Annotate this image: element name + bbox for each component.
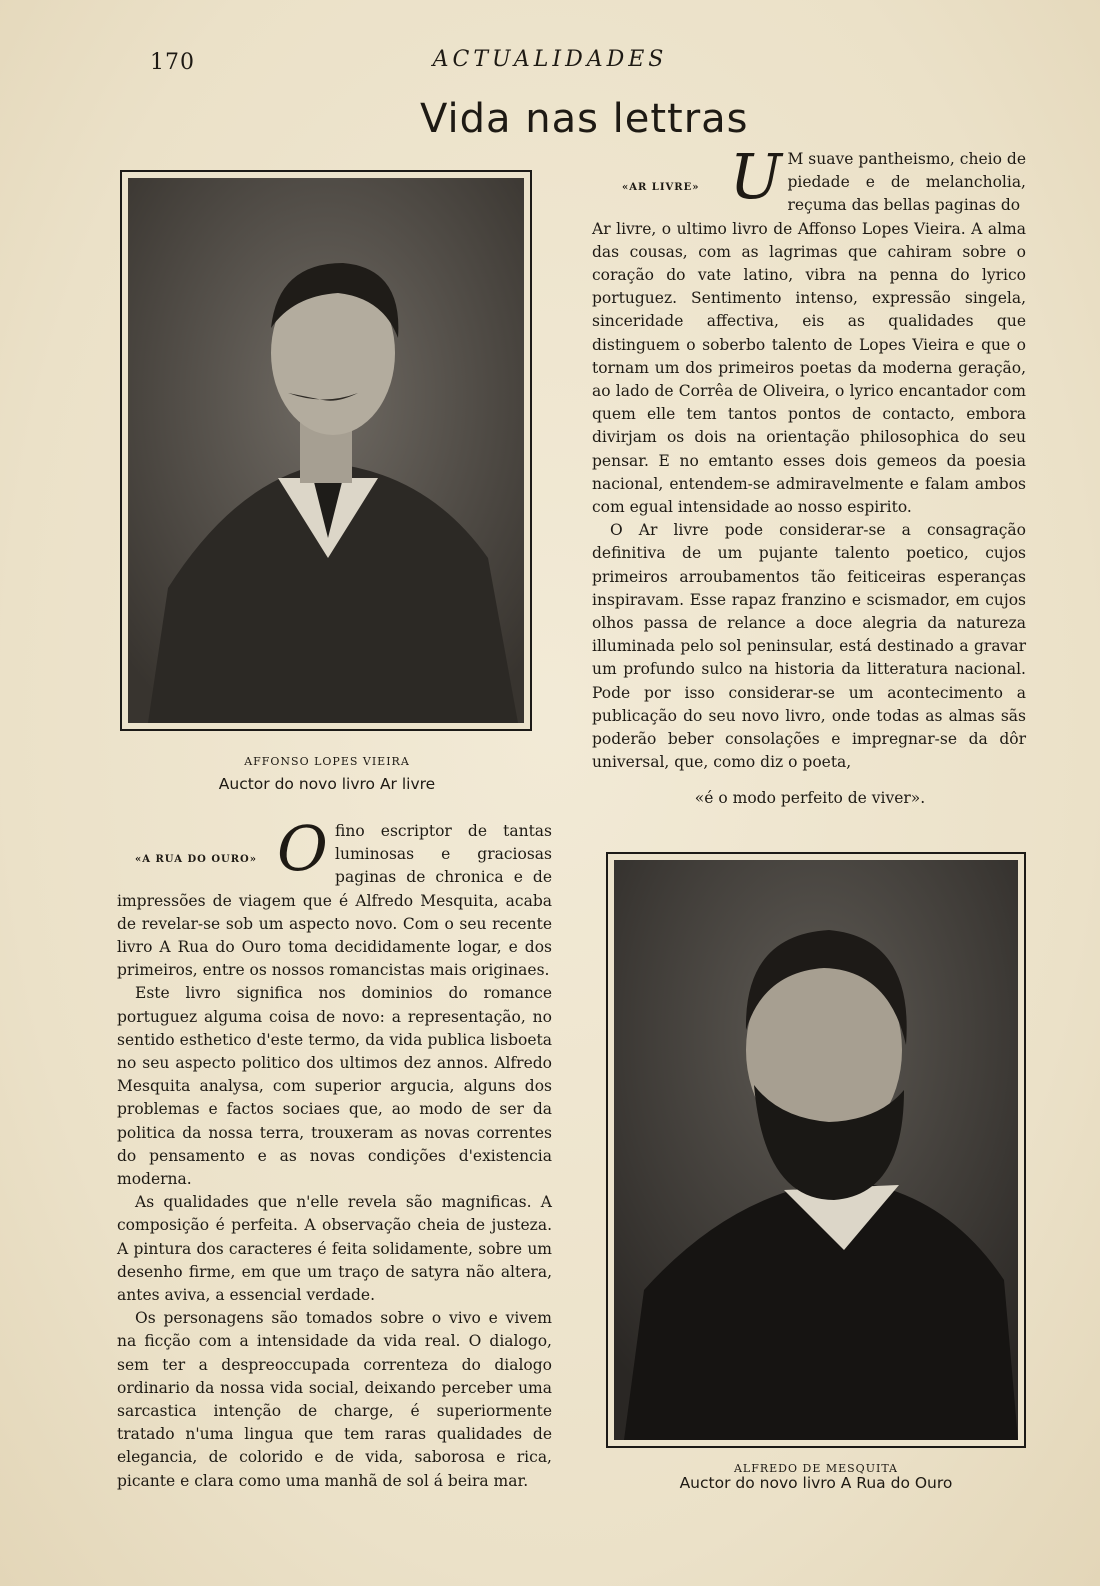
rua-do-ouro-paragraph-2: As qualidades que n'elle revela são magnificas. A composição é perfeita. A observação cheia de justeza. A pintura dos caracteres é feita solidamente, sobre um desenho firme, em que um traço de satyra não altera, antes aviva, a essencial verdade. [117,1193,552,1305]
caption-name-bottom: ALFREDO DE MESQUITA [733,1462,898,1475]
rua-do-ouro-paragraph-3: Os personagens são tomados sobre o vivo e vivem na ficção com a intensidade da vida real. O dialogo, sem ter a despreoccupada correnteza do dialogo ordinario da nossa vida social, deixando perceber uma sarcastica intenção de charge, é superiormente tratado n'uma lingua que tem raras qualidades de elegancia, de colorido e de vida, saborosa e rica, picante e clara como uma manhã de sol á beira mar. [117,1309,552,1490]
ar-livre-verse: «é o modo perfeito de viver». [694,789,926,807]
portrait-alfredo-de-mesquita [606,852,1026,1448]
ar-livre-paragraph-2: O Ar livre pode considerar-se a consagração definitiva de um pujante talento poetico, cujos primeiros arroubamentos tão feiticeiras esperanças inspiravam. Esse rapaz franzino e scismador, em cujos olhos passa de relance a doce alegria da natureza illuminada pelo sol peninsular, está destinado a gravar um profundo sulco na historia da litteratura nacional. Pode por isso considerar-se um acontecimento a publicação do seu novo livro, onde todas as almas sãs poderão beber consolações e impregnar-se da dôr universal, que, como diz o poeta, [592,521,1026,772]
portrait-affonso-lopes-vieira [120,170,532,731]
running-title: ACTUALIDADES [432,47,668,72]
section-label-ar-livre: «AR LIVRE» [622,182,700,193]
rua-do-ouro-paragraph-1: Este livro significa nos dominios do romance portuguez alguma coisa de novo: a representação, no sentido esthetico d'este termo, da vida publica lisboeta no seu aspecto politico dos ultimos dez annos. Alfredo Mesquita analysa, com superior argucia, alguns dos problemas e factos sociaes que, ao modo de ser da politica da nossa terra, trouxeram as novas correntes do pensamento e as novas condições d'existencia moderna. [117,984,552,1189]
portrait-image [614,860,1018,1440]
article-title: Vida nas lettras [420,96,749,142]
section-label-rua-do-ouro: «A RUA DO OURO» [135,854,258,865]
dropcap-u: U [729,140,782,213]
column-rua-do-ouro [117,812,552,1493]
column-ar-livre [592,140,1026,774]
portrait-image [128,178,524,723]
ar-livre-lead: M suave pantheismo, cheio de piedade e de melancholia, reçuma das bellas paginas do [787,150,1026,215]
rua-do-ouro-lead: fino escriptor de tantas luminosas e graciosas paginas de chronica e de impressões de viagem que é Alfredo Mesquita, acaba de revelar-se sob um aspecto novo. Com o seu recente livro A Rua do Ouro toma decididamente logar, e dos primeiros, entre os nossos romancistas mais originaes. [117,822,552,980]
ar-livre-paragraph-1: Ar livre, o ultimo livro de Affonso Lopes Vieira. A alma das cousas, com as lagrimas que cahiram sobre o coração do vate latino, vibra na penna do lyrico portuguez. Sentimento intenso, expressão singela, sinceridade affectiva, eis as qualidades que distinguem o soberbo talento de Lopes Vieira e que o tornam um dos primeiros poetas da moderna geração, ao lado de Corrêa de Oliveira, o lyrico encantador com quem elle tem tantos pontos de contacto, embora divirjam os dois na orientação philosophica do seu pensar. E no emtanto esses dois gemeos da poesia nacional, entendem-se admiravelmente e falam ambos com egual intensidade ao nosso espirito. [592,219,1026,517]
dropcap-o: O [277,812,328,885]
caption-sub-top: Auctor do novo livro Ar livre [218,775,436,793]
caption-name-top: AFFONSO LOPES VIEIRA [244,755,410,768]
caption-sub-bottom: Auctor do novo livro A Rua do Ouro [679,1474,953,1492]
page-number: 170 [150,50,195,75]
